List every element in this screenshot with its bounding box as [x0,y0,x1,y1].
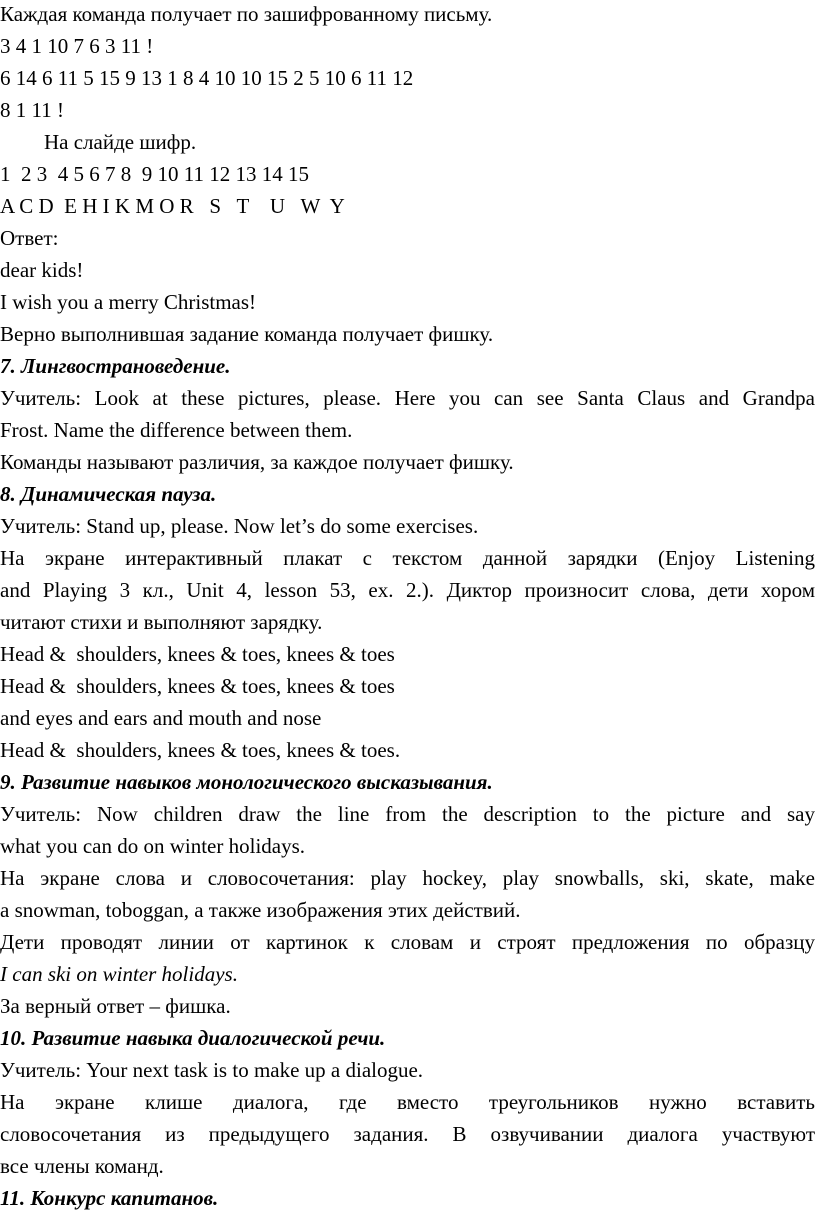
section-9-screen-1: На экране слова и словосочетания: play hockey, play snowballs, ski, skate, make [0,866,815,890]
cipher-letters: A C D E H I K M O R S T U W Y [0,194,345,218]
section-11-heading: 11. Конкурс капитанов. [0,1186,219,1210]
section-7-teacher-1: Учитель: Look at these pictures, please. Here you can see Santa Claus and Grandpa [0,386,815,410]
section-10-desc-1: На экране клише диалога, где вместо треугольников нужно вставить [0,1090,815,1114]
section-8-heading: 8. Динамическая пауза. [0,482,217,506]
cipher-numbers: 1 2 3 4 5 6 7 8 9 10 11 12 13 14 15 [0,162,309,186]
section-7-teacher-2: Frost. Name the difference between them. [0,418,353,442]
intro-line: Каждая команда получает по зашифрованному письму. [0,2,493,26]
answer-reward: Верно выполнившая задание команда получает фишку. [0,322,494,346]
song-line-1: Head & shoulders, knees & toes, knees & toes [0,642,395,666]
cipher-line-1: 3 4 1 10 7 6 3 11 ! [0,34,154,58]
section-9-heading: 9. Развитие навыков монологического высказывания. [0,770,493,794]
section-8-desc-2: and Playing 3 кл., Unit 4, lesson 53, ex. 2.). Диктор произносит слова, дети хором [0,578,815,602]
cipher-line-3: 8 1 11 ! [0,98,64,122]
section-9-teacher-2: what you can do on winter holidays. [0,834,306,858]
answer-line-1: dear kids! [0,258,84,282]
section-10-desc-3: все члены команд. [0,1154,164,1178]
answer-line-2: I wish you a merry Christmas! [0,290,257,314]
song-line-4: Head & shoulders, knees & toes, knees & toes. [0,738,401,762]
section-9-example: I can ski on winter holidays. [0,962,238,986]
slide-note: На слайде шифр. [44,130,197,154]
section-8-teacher: Учитель: Stand up, please. Now let’s do some exercises. [0,514,479,538]
song-line-2: Head & shoulders, knees & toes, knees & toes [0,674,395,698]
answer-label: Ответ: [0,226,59,250]
cipher-line-2: 6 14 6 11 5 15 9 13 1 8 4 10 10 15 2 5 10 6 11 12 [0,66,414,90]
section-10-teacher: Учитель: Your next task is to make up a dialogue. [0,1058,424,1082]
section-7-heading: 7. Лингвострановедение. [0,354,231,378]
section-8-desc-3: читают стихи и выполняют зарядку. [0,610,323,634]
section-10-desc-2: словосочетания из предыдущего задания. В озвучивании диалога участвуют [0,1122,815,1146]
section-8-desc-1: На экране интерактивный плакат с текстом данной зарядки (Enjoy Listening [0,546,815,570]
section-7-note: Команды называют различия, за каждое получает фишку. [0,450,514,474]
section-10-heading: 10. Развитие навыка диалогической речи. [0,1026,386,1050]
section-9-kids: Дети проводят линии от картинок к словам и строят предложения по образцу [0,930,815,954]
section-9-reward: За верный ответ – фишка. [0,994,231,1018]
section-9-teacher-1: Учитель: Now children draw the line from the description to the picture and say [0,802,815,826]
song-line-3: and eyes and ears and mouth and nose [0,706,322,730]
section-9-screen-2: a snowman, toboggan, а также изображения этих действий. [0,898,521,922]
